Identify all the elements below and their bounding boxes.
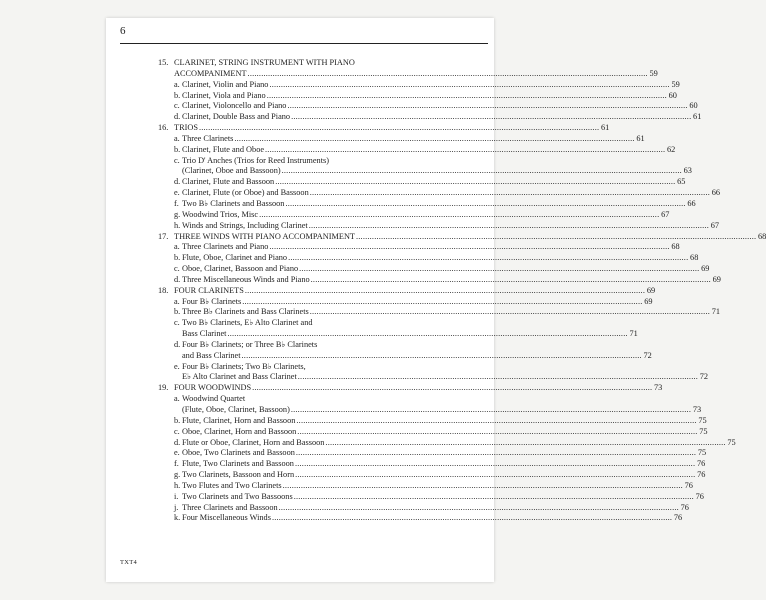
entry-text: Two Flutes and Two Clarinets [182, 480, 282, 490]
toc-entry [158, 133, 645, 145]
entry-page: 72 [699, 372, 709, 382]
dot-leader [295, 459, 695, 470]
dot-leader [309, 221, 709, 232]
book-page [106, 18, 766, 582]
dot-leader [242, 351, 642, 362]
entry-letter: i. [174, 491, 179, 501]
section-page: 73 [654, 383, 663, 393]
dot-leader [287, 101, 687, 112]
section-number: 16. [158, 123, 169, 133]
entry-text: Four Miscellaneous Winds [182, 513, 271, 523]
entry-text: Two Clarinets and Two Bassoons [182, 491, 293, 501]
entry-page: 71 [711, 307, 720, 317]
entry-page: 65 [677, 177, 686, 187]
toc-entry [158, 296, 653, 308]
entry-page: 76 [695, 491, 704, 501]
toc-entry-cont [158, 372, 709, 383]
entry-page: 76 [697, 470, 706, 480]
toc-entry [158, 274, 721, 286]
dot-leader [279, 503, 679, 514]
entry-text: Oboe, Clarinet, Horn and Bassoon [182, 426, 297, 436]
entry-page: 62 [667, 144, 676, 154]
toc-entry [158, 437, 736, 449]
entry-text: Woodwind Trios, Misc [182, 209, 259, 219]
section-page: 68 [757, 231, 766, 241]
section-title: FOUR CLARINETS [174, 285, 244, 295]
entry-text: Four B♭ Clarinets [182, 296, 242, 306]
entry-page: 59 [671, 79, 680, 89]
toc-entry [158, 426, 708, 438]
entry-text: Two B♭ Clarinets, E♭ Alto Clarinet and [182, 318, 313, 328]
entry-text: Oboe, Clarinet, Bassoon and Piano [182, 264, 299, 274]
entry-letter: g. [174, 209, 181, 219]
entry-text-cont: (Flute, Oboe, Clarinet, Bassoon) [182, 405, 290, 414]
dot-leader [272, 513, 672, 524]
entry-page: 67 [710, 220, 719, 230]
dot-leader [310, 188, 710, 199]
section-title: THREE WINDS WITH PIANO ACCOMPANIMENT [174, 231, 355, 241]
entry-text: Three Miscellaneous Winds and Piano [182, 274, 310, 284]
section-number: 19. [158, 383, 169, 393]
entry-text: Trio D' Anches (Trios for Reed Instruments) [182, 155, 329, 165]
toc-entry [158, 480, 693, 492]
toc-entry [158, 90, 677, 102]
section-number: 17. [158, 231, 169, 241]
toc-entry-cont [158, 329, 638, 340]
entry-text: Clarinet, Violoncello and Piano [182, 101, 287, 111]
entry-letter: a. [174, 133, 180, 143]
entry-text: Woodwind Quartet [182, 394, 246, 404]
entry-text: Three Clarinets and Piano [182, 242, 269, 252]
toc-entry [158, 198, 696, 210]
section-heading [158, 285, 656, 297]
entry-letter: a. [174, 394, 180, 404]
entry-text-cont: Bass Clarinet [182, 329, 227, 339]
toc-entry [158, 513, 683, 524]
entry-text: Clarinet, Flute and Bassoon [182, 177, 275, 187]
entry-page: 75 [699, 426, 708, 436]
toc-entry [158, 448, 707, 459]
entry-text: Four B♭ Clarinets; Two B♭ Clarinets, [182, 361, 306, 371]
toc-entry [158, 177, 686, 188]
entry-page: 73 [692, 405, 702, 414]
entry-text-cont: E♭ Alto Clarinet and Bass Clarinet [182, 372, 297, 382]
entry-letter: c. [174, 318, 180, 328]
entry-page: 61 [693, 112, 702, 122]
toc-entry [158, 220, 719, 232]
dot-leader [275, 177, 675, 188]
dot-leader [296, 416, 696, 427]
toc-entry [158, 156, 484, 167]
toc-entry [158, 112, 702, 123]
toc-entry [158, 340, 484, 351]
toc-entry [158, 491, 704, 503]
entry-letter: e. [174, 188, 180, 198]
entry-letter: b. [174, 307, 181, 317]
entry-letter: h. [174, 220, 181, 230]
dot-leader [311, 275, 711, 286]
entry-letter: c. [174, 264, 180, 274]
entry-letter: e. [174, 448, 180, 458]
entry-letter: c. [174, 426, 180, 436]
toc-entry-cont [158, 166, 692, 177]
section-page: 59 [649, 68, 658, 78]
section-heading [158, 383, 663, 394]
entry-page: 67 [661, 209, 670, 219]
section-number: 15. [158, 58, 169, 67]
entry-letter: f. [174, 198, 179, 208]
toc-entry [158, 101, 698, 112]
entry-letter: d. [174, 112, 181, 122]
entry-page: 61 [636, 133, 645, 143]
dot-leader [269, 80, 669, 91]
entry-text: Clarinet, Double Bass and Piano [182, 112, 291, 122]
section-title: FOUR WOODWINDS [174, 383, 252, 393]
entry-page: 72 [643, 350, 652, 360]
section-page: 61 [600, 123, 610, 133]
entry-letter: j. [174, 502, 179, 512]
entry-page: 69 [701, 264, 710, 274]
entry-text: Flute, Clarinet, Horn and Bassoon [182, 415, 296, 425]
dot-leader [282, 166, 682, 177]
entry-text: Three Clarinets and Bassoon [182, 502, 278, 512]
dot-leader [295, 470, 695, 481]
entry-text: Four B♭ Clarinets; or Three B♭ Clarinets [182, 339, 318, 349]
toc-entry [158, 394, 484, 405]
dot-leader [288, 253, 688, 264]
toc-entry [158, 253, 699, 264]
entry-letter: c. [174, 155, 180, 165]
entry-page: 66 [711, 188, 720, 198]
entry-letter: a. [174, 242, 180, 252]
entry-letter: d. [174, 339, 181, 349]
toc-entry-cont [158, 350, 652, 362]
entry-letter: b. [174, 90, 181, 100]
section-heading [158, 123, 610, 134]
toc-entry [158, 188, 720, 199]
toc-entry-cont [158, 405, 702, 416]
entry-page: 76 [673, 513, 683, 523]
entry-letter: c. [174, 101, 180, 111]
table-of-contents [158, 58, 766, 524]
entry-text-cont: and Bass Clarinet [182, 350, 241, 360]
entry-letter: g. [174, 470, 181, 480]
dot-leader [285, 199, 685, 210]
toc-entry [158, 459, 706, 470]
entry-text: Three Clarinets [182, 133, 234, 143]
entry-text: Clarinet, Viola and Piano [182, 90, 266, 100]
toc-entry [158, 502, 689, 514]
dot-leader [299, 264, 699, 275]
entry-page: 71 [629, 329, 638, 339]
entry-text: Two Clarinets, Bassoon and Horn [182, 470, 295, 480]
entry-page: 68 [690, 253, 699, 263]
entry-text-cont: (Clarinet, Oboe and Bassoon) [182, 166, 281, 176]
dot-leader [291, 405, 691, 416]
section-title: TRIOS [174, 123, 198, 133]
section-page: 69 [646, 285, 656, 295]
dot-leader [291, 112, 691, 123]
entry-page: 75 [727, 437, 736, 447]
entry-letter: e. [174, 361, 180, 371]
dot-leader [259, 210, 659, 221]
dot-leader [199, 123, 599, 134]
entry-text: Clarinet, Flute (or Oboe) and Bassoon [182, 188, 309, 198]
entry-page: 75 [697, 448, 707, 458]
entry-text: Clarinet, Flute and Oboe [182, 144, 265, 154]
header-rule [120, 43, 488, 44]
entry-letter: a. [174, 79, 180, 89]
dot-leader [234, 134, 634, 145]
toc-entry [158, 415, 707, 427]
toc-entry [158, 209, 670, 221]
entry-page: 76 [680, 502, 689, 512]
entry-text: Two B♭ Clarinets and Bassoon [182, 198, 285, 208]
entry-page: 69 [644, 296, 653, 306]
toc-entry [158, 362, 484, 373]
dot-leader [297, 427, 697, 438]
dot-leader [269, 242, 669, 253]
dot-leader [298, 372, 698, 383]
section-heading [158, 231, 766, 243]
entry-page: 68 [671, 242, 680, 252]
section-title: CLARINET, STRING INSTRUMENT WITH PIANO [174, 58, 355, 67]
page-number: 6 [120, 25, 126, 37]
footer-code: TXT4 [120, 559, 138, 566]
dot-leader [265, 145, 665, 156]
entry-text: Flute, Two Clarinets and Bassoon [182, 459, 294, 469]
section-number: 18. [158, 285, 169, 295]
entry-letter: b. [174, 253, 181, 263]
entry-page: 63 [683, 166, 692, 176]
section-heading-cont [158, 68, 658, 80]
section-heading [158, 58, 484, 69]
entry-letter: b. [174, 415, 181, 425]
dot-leader [252, 383, 652, 394]
entry-letter: h. [174, 480, 181, 490]
dot-leader [310, 307, 710, 318]
dot-leader [294, 492, 694, 503]
toc-entry [158, 79, 680, 91]
entry-text: Winds and Strings, Including Clarinet [182, 220, 308, 230]
entry-page: 76 [696, 459, 706, 469]
entry-text: Oboe, Two Clarinets and Bassoon [182, 448, 295, 458]
entry-letter: d. [174, 177, 181, 187]
entry-page: 75 [698, 415, 707, 425]
entry-page: 66 [687, 198, 696, 208]
dot-leader [267, 91, 667, 102]
section-title-cont: ACCOMPANIMENT [174, 68, 247, 78]
toc-entry [158, 318, 484, 329]
entry-letter: d. [174, 274, 181, 284]
entry-text: Flute or Oboe, Clarinet, Horn and Bassoon [182, 437, 325, 447]
toc-entry [158, 307, 720, 318]
dot-leader [248, 69, 648, 80]
dot-leader [227, 329, 627, 340]
dot-leader [283, 481, 683, 492]
entry-text: Clarinet, Violin and Piano [182, 79, 269, 89]
entry-text: Three B♭ Clarinets and Bass Clarinets [182, 307, 309, 317]
dot-leader [356, 232, 756, 243]
dot-leader [242, 297, 642, 308]
toc-entry [158, 144, 676, 156]
dot-leader [325, 438, 725, 449]
entry-letter: a. [174, 296, 180, 306]
entry-letter: d. [174, 437, 181, 447]
entry-page: 76 [684, 480, 693, 490]
entry-text: Flute, Oboe, Clarinet and Piano [182, 253, 288, 263]
toc-entry [158, 264, 710, 275]
entry-letter: b. [174, 144, 181, 154]
toc-entry [158, 470, 706, 481]
entry-page: 60 [689, 101, 698, 111]
entry-letter: k. [174, 513, 181, 523]
dot-leader [245, 286, 645, 297]
dot-leader [296, 448, 696, 459]
entry-page: 69 [712, 274, 721, 284]
entry-page: 60 [668, 90, 677, 100]
entry-letter: f. [174, 459, 179, 469]
toc-entry [158, 242, 680, 253]
